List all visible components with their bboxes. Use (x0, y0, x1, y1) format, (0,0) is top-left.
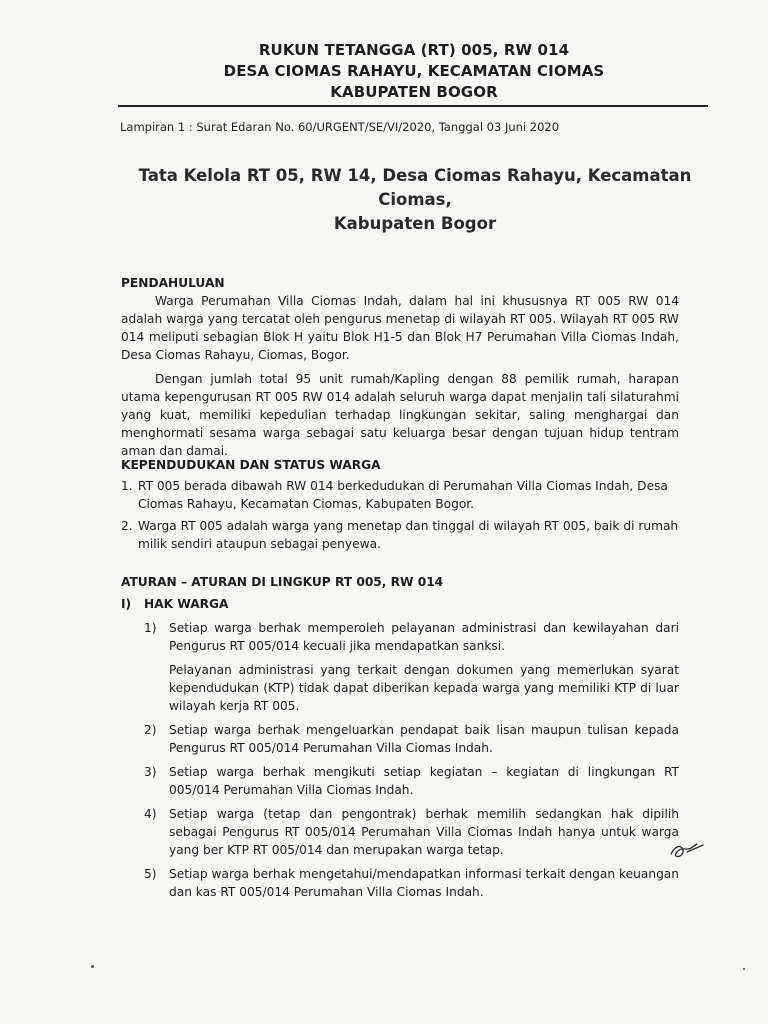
document-title-line-1: Tata Kelola RT 05, RW 14, Desa Ciomas Rahayu, Kecamatan Ciomas, (138, 166, 692, 209)
introduction-heading: PENDAHULUAN (121, 276, 225, 290)
paraf-signature-mark (667, 836, 707, 864)
list-item-number: 5) (144, 867, 157, 881)
rules-section (121, 573, 679, 907)
letterhead-line-1: RUKUN TETANGGA (RT) 005, RW 014 (258, 41, 570, 59)
subsection-title: HAK WARGA (144, 597, 229, 611)
scan-speck (743, 968, 745, 970)
list-item-text: Warga RT 005 adalah warga yang menetap dan tinggal di wilayah RT 005, baik di rumah milik sendiri ataupun sebagai penyewa. (138, 519, 679, 551)
list-item-text: Setiap warga berhak memperoleh pelayanan administrasi dan kewilayahan dari Pengurus RT 005/014 kecuali jika mendapatkan sanksi. (169, 621, 679, 653)
list-item-number: 3) (144, 765, 157, 779)
rights-list-item (144, 721, 679, 757)
list-item-number: 4) (144, 807, 157, 821)
introduction-paragraph: Dengan jumlah total 95 unit rumah/Kapling dengan 88 pemilik rumah, harapan utama kepengurusan RT 005 RW 014 adalah seluruh warga dapat menjalin tali silaturahmi yang kuat, memiliki kepedulian terhadap lingkungan sekitar, saling menghargai dan menghormati sesama warga sebagai satu keluarga besar dengan tujuan hidup tentram aman dan damai. (121, 372, 679, 458)
rights-subsection-heading (121, 595, 679, 613)
list-item-note: Pelayanan administrasi yang terkait dengan dokumen yang memerlukan syarat kependudukan (KTP) tidak dapat diberikan kepada warga yang memiliki KTP di luar wilayah kerja RT 005. (169, 663, 679, 713)
document-title-line-2: Kabupaten Bogor (333, 214, 497, 233)
list-item-text: Setiap warga berhak mengeluarkan pendapat baik lisan maupun tulisan kepada Pengurus RT 005/014 Perumahan Villa Ciomas Indah. (169, 723, 679, 755)
population-section (121, 456, 679, 557)
attachment-reference: Lampiran 1 : Surat Edaran No. 60/URGENT/SE/VI/2020, Tanggal 03 Juni 2020 (120, 120, 560, 134)
list-item-text: Setiap warga berhak mengetahui/mendapatkan informasi terkait dengan keuangan dan kas RT 005/014 Perumahan Villa Ciomas Indah. (169, 867, 679, 899)
list-item-text: Setiap warga (tetap dan pengontrak) berhak memilih sedangkan hak dipilih sebagai Pengurus RT 005/014 Perumahan Villa Ciomas Indah hanya untuk warga yang ber KTP RT 005/014 dan merupakan warga tetap. (169, 807, 679, 857)
introduction-paragraph: Warga Perumahan Villa Ciomas Indah, dalam hal ini khususnya RT 005 RW 014 adalah warga yang tercatat oleh pengurus menetap di wilayah RT 005. Wilayah RT 005 RW 014 meliputi sebagian Blok H yaitu Blok H1-5 dan Blok H7 Perumahan Villa Ciomas Indah, Desa Ciomas Rahayu, Ciomas, Bogor. (121, 294, 679, 362)
letterhead-divider (118, 105, 708, 107)
list-item-number: 2) (144, 723, 157, 737)
rules-heading: ATURAN – ATURAN DI LINGKUP RT 005, RW 014 (121, 575, 444, 589)
letterhead (120, 40, 708, 103)
rights-list-item (144, 619, 679, 715)
list-item-number: 1. (121, 479, 133, 493)
rights-list-item (144, 763, 679, 799)
rights-list-item (144, 865, 679, 901)
population-list-item (121, 517, 679, 553)
rights-list (144, 619, 679, 901)
list-item-number: 1) (144, 621, 157, 635)
subsection-number: I) (121, 597, 132, 611)
population-list-item (121, 477, 679, 513)
rights-list-item (144, 805, 679, 859)
letterhead-line-2: DESA CIOMAS RAHAYU, KECAMATAN CIOMAS (223, 62, 605, 80)
population-heading: KEPENDUDUKAN DAN STATUS WARGA (121, 458, 381, 472)
list-item-text: Setiap warga berhak mengikuti setiap kegiatan – kegiatan di lingkungan RT 005/014 Perumahan Villa Ciomas Indah. (169, 765, 679, 797)
document-title (105, 164, 725, 236)
scan-speck (91, 965, 94, 968)
list-item-text: RT 005 berada dibawah RW 014 berkedudukan di Perumahan Villa Ciomas Indah, Desa Ciomas Rahayu, Kecamatan Ciomas, Kabupaten Bogor. (138, 479, 668, 511)
population-list (121, 477, 679, 553)
letterhead-line-3: KABUPATEN BOGOR (330, 83, 498, 101)
list-item-number: 2. (121, 519, 133, 533)
introduction-section (121, 274, 679, 460)
